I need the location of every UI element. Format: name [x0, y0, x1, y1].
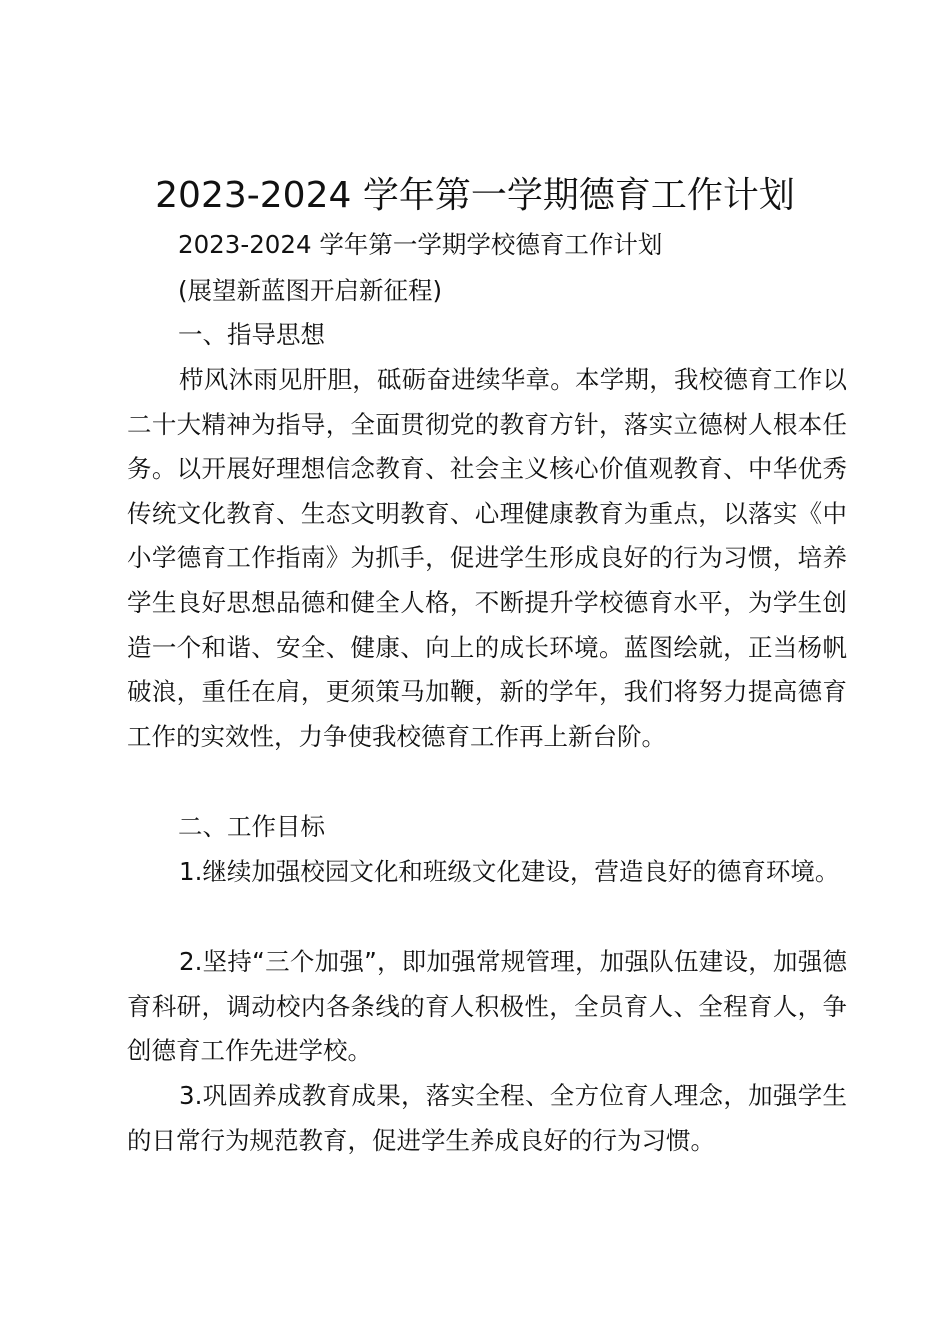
document-tagline: (展望新蓝图开启新征程): [178, 276, 443, 305]
document-subtitle: 2023-2024 学年第一学期学校德育工作计划: [178, 230, 663, 259]
goal-item-2: 2.坚持“三个加强”，即加强常规管理，加强队伍建设，加强德育科研，调动校内各条线的育人积极性，全员育人、全程育人，争创德育工作先进学校。: [127, 947, 847, 1066]
goal-item-3: 3.巩固养成教育成果，落实全程、全方位育人理念，加强学生的日常行为规范教育，促进学生养成良好的行为习惯。: [127, 1081, 847, 1155]
section-heading-work-goals: 二、工作目标: [178, 812, 325, 841]
document-title: 2023-2024 学年第一学期德育工作计划: [155, 175, 795, 216]
goal-item-1: 1.继续加强校园文化和班级文化建设，营造良好的德育环境。: [179, 857, 840, 886]
paragraph-guiding-ideology: 栉风沐雨见肝胆，砥砺奋进续华章。本学期，我校德育工作以二十大精神为指导，全面贯彻党的教育方针，落实立德树人根本任务。以开展好理想信念教育、社会主义核心价值观教育、中华优秀传统文化教育、生态文明教育、心理健康教育为重点，以落实《中小学德育工作指南》为抓手，促进学生形成良好的行为习惯，培养学生良好思想品德和健全人格，不断提升学校德育水平，为学生创造一个和谐、安全、健康、向上的成长环境。蓝图绘就，正当杨帆破浪，重任在肩，更须策马加鞭，新的学年，我们将努力提高德育工作的实效性，力争使我校德育工作再上新台阶。: [127, 365, 847, 751]
section-heading-guiding-ideology: 一、指导思想: [178, 320, 325, 349]
